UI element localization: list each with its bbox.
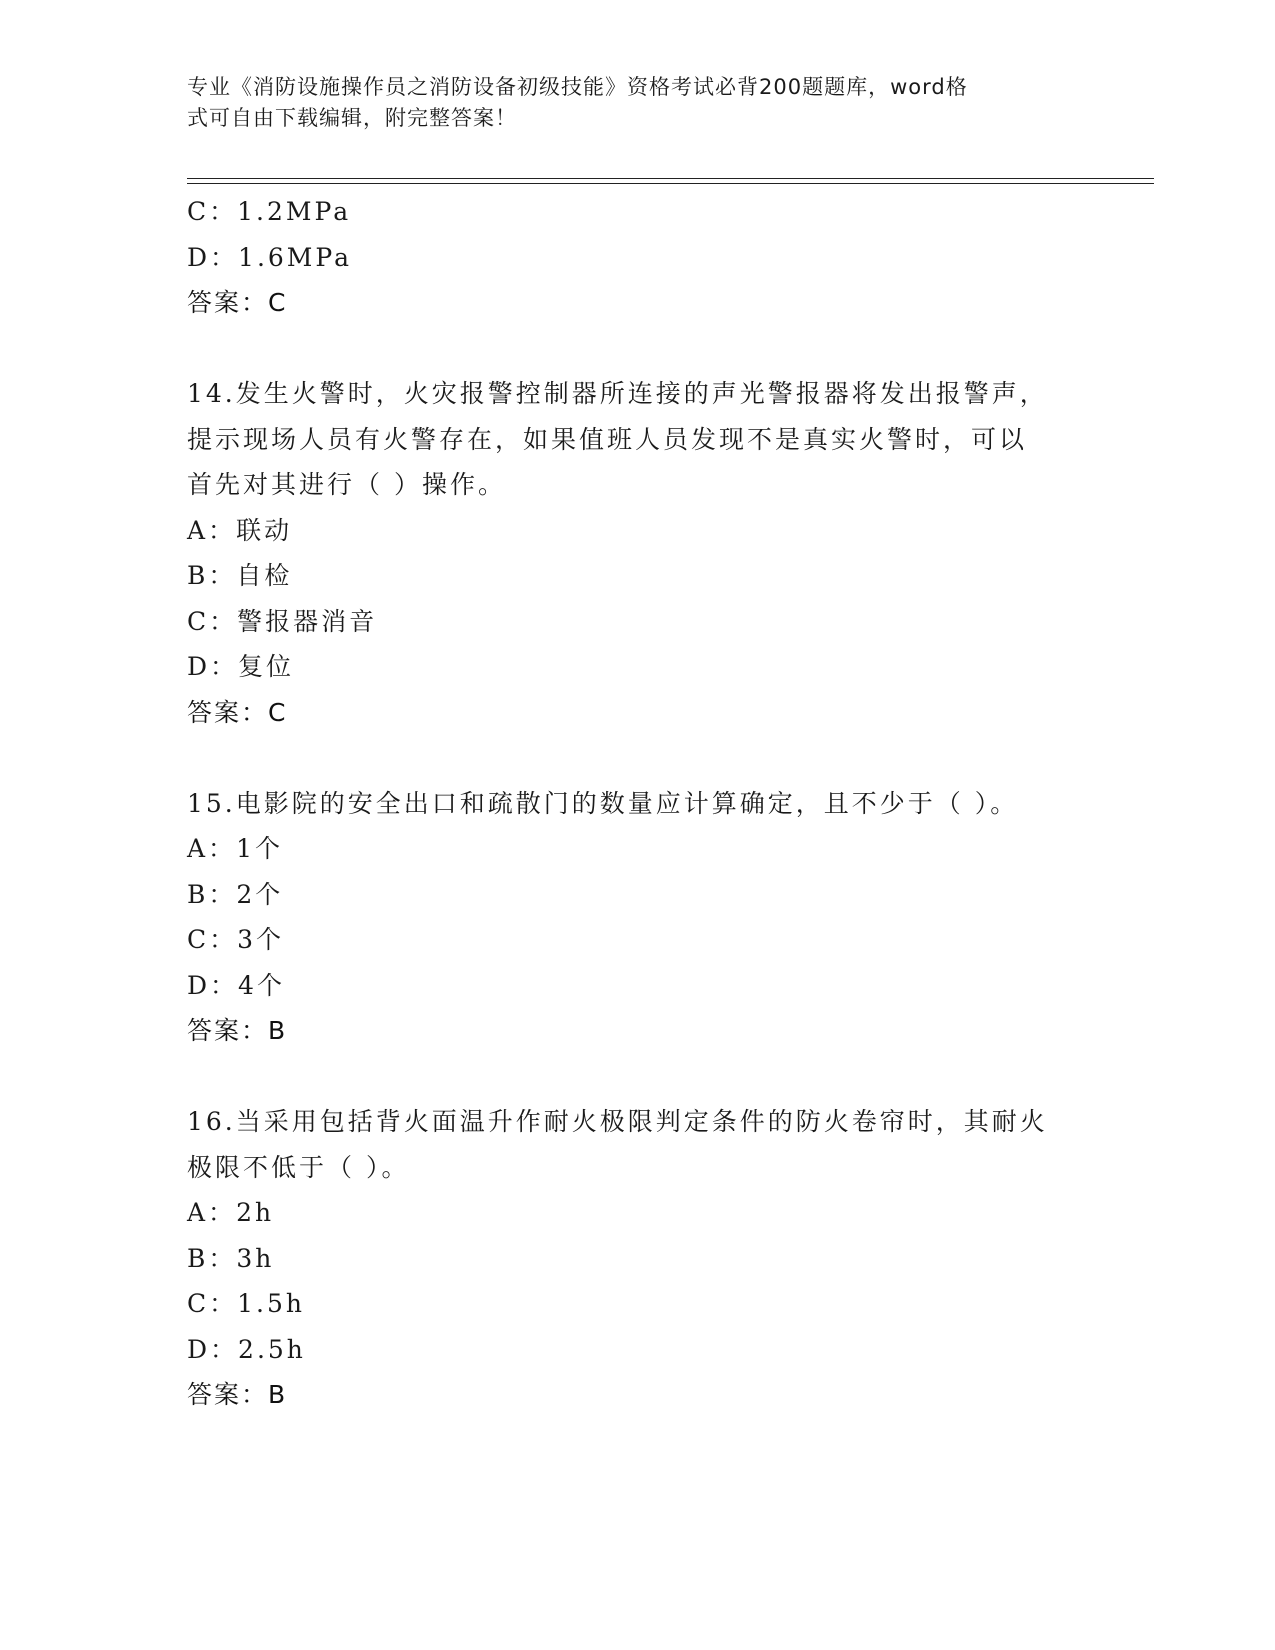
option-a xyxy=(187,826,1087,872)
header-line-1: 专业《消防设施操作员之消防设备初级技能》资格考试必背200题题库，word格 xyxy=(187,75,968,99)
question-15 xyxy=(187,781,1087,1054)
option-text: 联动 xyxy=(236,515,293,545)
option-text: 1.5h xyxy=(237,1289,305,1318)
option-key: B： xyxy=(187,1243,237,1273)
question-13-tail xyxy=(187,189,1087,326)
option-text: 警报器消音 xyxy=(237,606,378,636)
option-d xyxy=(187,644,1087,690)
header-divider-bottom xyxy=(187,183,1154,184)
option-b xyxy=(187,553,1087,599)
option-text: 复位 xyxy=(238,652,295,681)
option-key: D： xyxy=(187,652,239,681)
option-c xyxy=(187,1281,1087,1327)
spacer xyxy=(187,1054,1087,1100)
header-line-2: 式可自由下载编辑，附完整答案！ xyxy=(187,106,517,130)
answer: 答案：C xyxy=(187,288,288,317)
header-divider-top xyxy=(187,178,1154,179)
option-text: 2h xyxy=(236,1198,275,1227)
option-c xyxy=(187,917,1087,963)
option-text: 1.2MPa xyxy=(237,197,352,226)
option-b xyxy=(187,872,1087,918)
option-d xyxy=(187,963,1087,1009)
page-header xyxy=(187,72,1067,134)
option-key: A： xyxy=(187,1198,237,1227)
option-c xyxy=(187,599,1087,645)
option-key: B： xyxy=(187,879,237,909)
option-text: 3h xyxy=(236,1243,275,1273)
option-key: B： xyxy=(187,561,237,590)
option-key: D： xyxy=(187,1334,239,1364)
option-a xyxy=(187,1190,1087,1236)
question-stem-line: 极限不低于（ ）。 xyxy=(187,1152,410,1182)
answer: 答案：B xyxy=(187,1380,288,1409)
option-key: A： xyxy=(187,515,237,545)
option-text: 自检 xyxy=(236,561,293,590)
option-text: 1个 xyxy=(236,834,283,863)
answer: 答案：B xyxy=(187,1016,288,1045)
question-list xyxy=(187,189,1087,1418)
option-d xyxy=(187,1327,1087,1373)
question-stem-line: 首先对其进行（ ）操作。 xyxy=(187,470,506,499)
question-14 xyxy=(187,371,1087,735)
option-text: 2.5h xyxy=(238,1334,306,1364)
option-key: C： xyxy=(187,606,238,636)
option-text: 4个 xyxy=(238,970,285,1000)
option-text: 1.6MPa xyxy=(238,242,353,272)
option-key: D： xyxy=(187,242,239,272)
spacer xyxy=(187,735,1087,781)
option-d xyxy=(187,235,1087,281)
option-text: 3个 xyxy=(237,925,285,954)
option-key: C： xyxy=(187,197,238,226)
option-key: A： xyxy=(187,834,237,863)
option-text: 2个 xyxy=(236,879,284,909)
question-16 xyxy=(187,1099,1087,1418)
question-stem-line: 提示现场人员有火警存在，如果值班人员发现不是真实火警时，可以 xyxy=(187,424,1028,454)
option-c xyxy=(187,189,1087,235)
answer: 答案：C xyxy=(187,697,288,727)
question-stem-line: 15.电影院的安全出口和疏散门的数量应计算确定，且不少于（ ）。 xyxy=(187,788,1019,818)
question-stem-line: 16.当采用包括背火面温升作耐火极限判定条件的防火卷帘时，其耐火 xyxy=(187,1107,1048,1136)
option-key: C： xyxy=(187,925,238,954)
option-a xyxy=(187,508,1087,554)
option-b xyxy=(187,1236,1087,1282)
question-stem-line: 14.发生火警时，火灾报警控制器所连接的声光警报器将发出报警声， xyxy=(187,379,1048,408)
option-key: C： xyxy=(187,1289,238,1318)
option-key: D： xyxy=(187,970,239,1000)
spacer xyxy=(187,326,1087,372)
